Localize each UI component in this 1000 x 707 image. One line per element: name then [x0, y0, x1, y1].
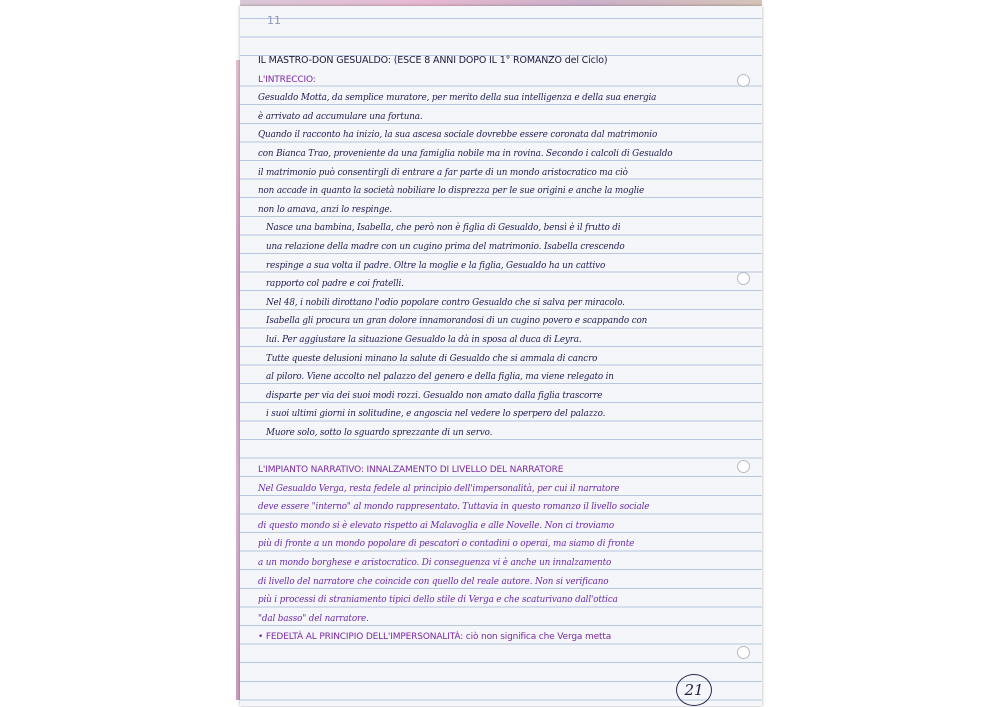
text-line: una relazione della madre con un cugino prima del matrimonio. Isabella crescendo	[266, 241, 625, 252]
text-line: Muore solo, sotto lo sguardo sprezzante di un servo.	[266, 427, 493, 438]
text-line: respinge a sua volta il padre. Oltre la moglie e la figlia, Gesualdo ha un cattivo	[266, 260, 606, 271]
text-line: Nel Gesualdo Verga, resta fedele al principio dell'impersonalità, per cui il narratore	[258, 483, 620, 494]
text-line: Nel 48, i nobili dirottano l'odio popolare contro Gesualdo che si salva per miracolo.	[266, 297, 625, 308]
page-number: 21	[676, 674, 712, 706]
text-line: disparte per via dei suoi modi rozzi. Gesualdo non amato dalla figlia trascorre	[266, 390, 603, 401]
text-line: Gesualdo Motta, da semplice muratore, per merito della sua intelligenza e della sua energia	[258, 93, 657, 104]
section-heading: L'INTRECCIO:	[258, 74, 316, 85]
binder-hole	[737, 646, 750, 659]
text-line: i suoi ultimi giorni in solitudine, e angoscia nel vedere lo sperpero del palazzo.	[266, 409, 606, 420]
text-line: è arrivato ad accumulare una fortuna.	[258, 111, 423, 122]
text-line: al piloro. Viene accolto nel palazzo del genero e della figlia, ma viene relegato in	[266, 372, 614, 383]
section-heading: L'IMPIANTO NARRATIVO: INNALZAMENTO DI LIVELLO DEL NARRATORE	[258, 465, 564, 476]
text-line: Isabella gli procura un gran dolore innamorandosi di un cugino povero e scappando con	[266, 316, 648, 327]
blank-line	[258, 442, 758, 461]
text-line: più i processi di straniamento tipici dello stile di Verga e che scaturivano dall'ottica	[258, 595, 618, 606]
text-line: Tutte queste delusioni minano la salute di Gesualdo che si ammala di cancro	[266, 353, 598, 364]
text-line: rapporto col padre e coi fratelli.	[266, 279, 404, 290]
text-line: "dal basso" del narratore.	[258, 613, 369, 624]
text-line: più di fronte a un mondo popolare di pescatori o contadini o operai, ma siamo di fronte	[258, 539, 635, 550]
text-line: di livello del narratore che coincide con quello del reale autore. Non si verificano	[258, 576, 609, 587]
margin-mark: 11	[267, 14, 281, 27]
page-heading: IL MASTRO-DON GESUALDO: (ESCE 8 ANNI DOPO IL 1° ROMANZO del Ciclo)	[258, 55, 608, 66]
handwritten-notes	[258, 52, 758, 647]
text-line: a un mondo borghese e aristocratico. Di conseguenza vi è anche un innalzamento	[258, 558, 612, 569]
text-line: Nasce una bambina, Isabella, che però non è figlia di Gesualdo, bensì è il frutto di	[266, 223, 621, 234]
text-line: non lo amava, anzi lo respinge.	[258, 204, 393, 215]
section-heading: • FEDELTÀ AL PRINCIPIO DELL'IMPERSONALITÀ: ciò non significa che Verga metta	[258, 632, 612, 643]
text-line: deve essere "interno" al mondo rappresentato. Tuttavia in questo romanzo il livello sociale	[258, 502, 650, 513]
text-line: non accade in quanto la società nobiliare lo disprezza per le sue origini e anche la moglie	[258, 186, 645, 197]
text-line: lui. Per aggiustare la situazione Gesualdo la dà in sposa al duca di Leyra.	[266, 334, 582, 345]
text-line: Quando il racconto ha inizio, la sua ascesa sociale dovrebbe essere coronata dal matrimonio	[258, 130, 658, 141]
text-line: il matrimonio può consentirgli di entrare a far parte di un mondo aristocratico ma ciò	[258, 167, 628, 178]
text-line: di questo mondo si è elevato rispetto ai Malavoglia e alle Novelle. Non ci troviamo	[258, 520, 615, 531]
text-line: con Bianca Trao, proveniente da una famiglia nobile ma in rovina. Secondo i calcoli di Gesualdo	[258, 148, 673, 159]
notebook-page	[240, 6, 762, 706]
